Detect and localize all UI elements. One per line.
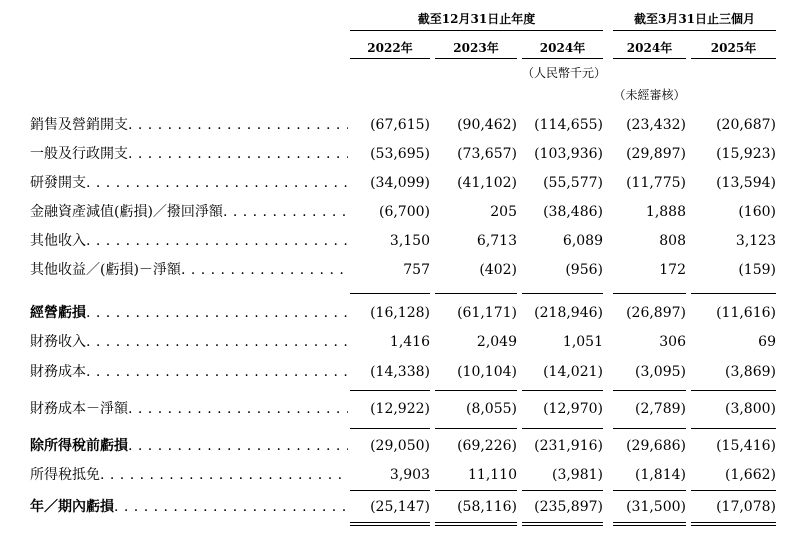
value-2025-q1: (1,662) — [724, 467, 776, 483]
row-label: 金融資產減值(虧損)／撥回淨額 . . . — [30, 201, 348, 223]
year-header-2024: 2024年 — [539, 41, 586, 55]
subtotal-rule — [350, 293, 430, 294]
value-2022: (53,695) — [370, 146, 430, 162]
value-2024-q1: 1,888 — [645, 204, 686, 220]
total-double-rule — [613, 522, 686, 523]
table-row — [0, 361, 799, 383]
table-row — [0, 259, 799, 281]
value-2024: (55,577) — [543, 175, 603, 191]
subtotal-rule — [435, 293, 517, 294]
total-double-rule — [435, 525, 517, 526]
unaudited-note: （未經審核） — [613, 88, 686, 102]
total-double-rule — [691, 525, 776, 526]
value-2024: 6,089 — [562, 233, 603, 249]
subtotal-rule — [522, 490, 603, 491]
value-2024: (12,970) — [543, 401, 603, 417]
subtotal-rule — [522, 390, 603, 391]
table-row — [0, 201, 799, 223]
value-2024: 1,051 — [562, 334, 603, 350]
row-label: 財務成本－淨額 . . . — [30, 398, 348, 420]
year-header-2022: 2022年 — [367, 41, 413, 55]
value-2025-q1: (159) — [738, 262, 776, 278]
subtotal-rule — [350, 428, 430, 429]
value-2025-q1: (3,800) — [724, 401, 776, 417]
total-double-rule — [435, 522, 517, 523]
total-double-rule — [350, 522, 430, 523]
value-2025-q1: (15,923) — [716, 146, 776, 162]
row-label: 研發開支 . . . — [30, 172, 348, 194]
row-label: 財務成本 . . . — [30, 361, 348, 383]
value-2024: (14,021) — [543, 364, 603, 380]
value-2024-q1: 172 — [659, 262, 686, 278]
subtotal-rule — [350, 390, 430, 391]
value-2023: 2,049 — [476, 334, 517, 350]
value-2024: (956) — [565, 262, 603, 278]
value-2023: (41,102) — [457, 175, 517, 191]
value-2025-q1: 3,123 — [735, 233, 776, 249]
value-2025-q1: (20,687) — [716, 117, 776, 133]
value-2022: (6,700) — [378, 204, 430, 220]
value-2022: (25,147) — [370, 499, 430, 515]
value-2024: (3,981) — [551, 467, 603, 483]
value-2023: (61,171) — [457, 305, 517, 321]
total-double-rule — [613, 525, 686, 526]
value-2023: 205 — [490, 204, 517, 220]
table-row — [0, 230, 799, 252]
value-2022: 3,903 — [389, 467, 430, 483]
table-row — [0, 331, 799, 353]
value-2022: (29,050) — [370, 438, 430, 454]
subtotal-rule — [435, 390, 517, 391]
value-2024-q1: 306 — [659, 334, 686, 350]
value-2025-q1: (13,594) — [716, 175, 776, 191]
subtotal-rule — [522, 293, 603, 294]
subtotal-rule — [613, 428, 686, 429]
subtotal-rule — [691, 293, 776, 294]
value-2024: (218,946) — [534, 305, 603, 321]
value-2023: (10,104) — [457, 364, 517, 380]
table-row — [0, 143, 799, 165]
subtotal-rule — [435, 428, 517, 429]
table-row — [0, 172, 799, 194]
year-rule-2025-q1 — [691, 58, 776, 59]
value-2022: 757 — [403, 262, 430, 278]
subtotal-rule — [691, 390, 776, 391]
annual-period-header: 截至12月31日止年度 — [417, 12, 536, 26]
value-2024-q1: (26,897) — [626, 305, 686, 321]
quarter-header-rule — [613, 30, 776, 31]
table-row — [0, 114, 799, 136]
row-label: 除所得稅前虧損 . . . — [30, 435, 348, 457]
value-2023: (73,657) — [457, 146, 517, 162]
year-rule-2022 — [350, 58, 430, 59]
table-row — [0, 435, 799, 457]
annual-header-rule — [350, 30, 603, 31]
total-double-rule — [522, 525, 603, 526]
value-2025-q1: 69 — [758, 334, 776, 350]
value-2022: 3,150 — [389, 233, 430, 249]
row-label: 銷售及營銷開支 . . . — [30, 114, 348, 136]
value-2024-q1: (3,095) — [634, 364, 686, 380]
value-2022: (67,615) — [370, 117, 430, 133]
year-rule-2024 — [522, 58, 603, 59]
year-header-2024-q1: 2024年 — [626, 41, 673, 55]
row-label: 財務收入 . . . — [30, 331, 348, 353]
row-label: 所得稅抵免 . . . — [30, 464, 348, 486]
quarter-period-header: 截至3月31日止三個月 — [633, 12, 756, 26]
value-2025-q1: (160) — [738, 204, 776, 220]
year-rule-2024-q1 — [613, 58, 686, 59]
value-2023: (402) — [479, 262, 517, 278]
value-2022: (16,128) — [370, 305, 430, 321]
value-2023: (58,116) — [457, 499, 517, 515]
value-2023: (8,055) — [465, 401, 517, 417]
year-header-2023: 2023年 — [453, 41, 499, 55]
year-header-2025-q1: 2025年 — [710, 41, 757, 55]
value-2023: (69,226) — [457, 438, 517, 454]
currency-unit-note: （人民幣千元） — [522, 66, 607, 80]
subtotal-rule — [522, 428, 603, 429]
total-double-rule — [350, 525, 430, 526]
value-2024-q1: (11,775) — [626, 175, 686, 191]
subtotal-rule — [613, 293, 686, 294]
value-2022: (12,922) — [370, 401, 430, 417]
value-2024-q1: (29,897) — [626, 146, 686, 162]
value-2025-q1: (3,869) — [724, 364, 776, 380]
value-2024-q1: (23,432) — [626, 117, 686, 133]
value-2023: 6,713 — [476, 233, 517, 249]
year-rule-2023 — [435, 58, 517, 59]
value-2022: (34,099) — [370, 175, 430, 191]
value-2024-q1: (2,789) — [634, 401, 686, 417]
table-row — [0, 464, 799, 486]
row-label: 年／期內虧損 . . . — [30, 496, 348, 518]
value-2022: 1,416 — [389, 334, 430, 350]
value-2023: (90,462) — [457, 117, 517, 133]
subtotal-rule — [350, 490, 430, 491]
row-label: 其他收入 . . . — [30, 230, 348, 252]
value-2024-q1: (31,500) — [626, 499, 686, 515]
value-2024: (114,655) — [534, 117, 603, 133]
value-2023: 11,110 — [468, 467, 517, 483]
table-row — [0, 398, 799, 420]
row-label: 一般及行政開支 . . . — [30, 143, 348, 165]
subtotal-rule — [691, 428, 776, 429]
value-2024: (103,936) — [534, 146, 603, 162]
value-2024: (38,486) — [543, 204, 603, 220]
value-2024: (235,897) — [534, 499, 603, 515]
value-2022: (14,338) — [370, 364, 430, 380]
subtotal-rule — [435, 490, 517, 491]
row-label: 其他收益／(虧損)－淨額 . . . — [30, 259, 348, 281]
subtotal-rule — [613, 390, 686, 391]
value-2024-q1: (1,814) — [634, 467, 686, 483]
subtotal-rule — [691, 490, 776, 491]
value-2025-q1: (17,078) — [716, 499, 776, 515]
total-double-rule — [522, 522, 603, 523]
subtotal-rule — [613, 490, 686, 491]
value-2025-q1: (15,416) — [716, 438, 776, 454]
value-2025-q1: (11,616) — [716, 305, 776, 321]
value-2024-q1: 808 — [659, 233, 686, 249]
table-row — [0, 496, 799, 518]
value-2024-q1: (29,686) — [626, 438, 686, 454]
row-label: 經營虧損 . . . — [30, 302, 348, 324]
table-row — [0, 302, 799, 324]
value-2024: (231,916) — [534, 438, 603, 454]
total-double-rule — [691, 522, 776, 523]
